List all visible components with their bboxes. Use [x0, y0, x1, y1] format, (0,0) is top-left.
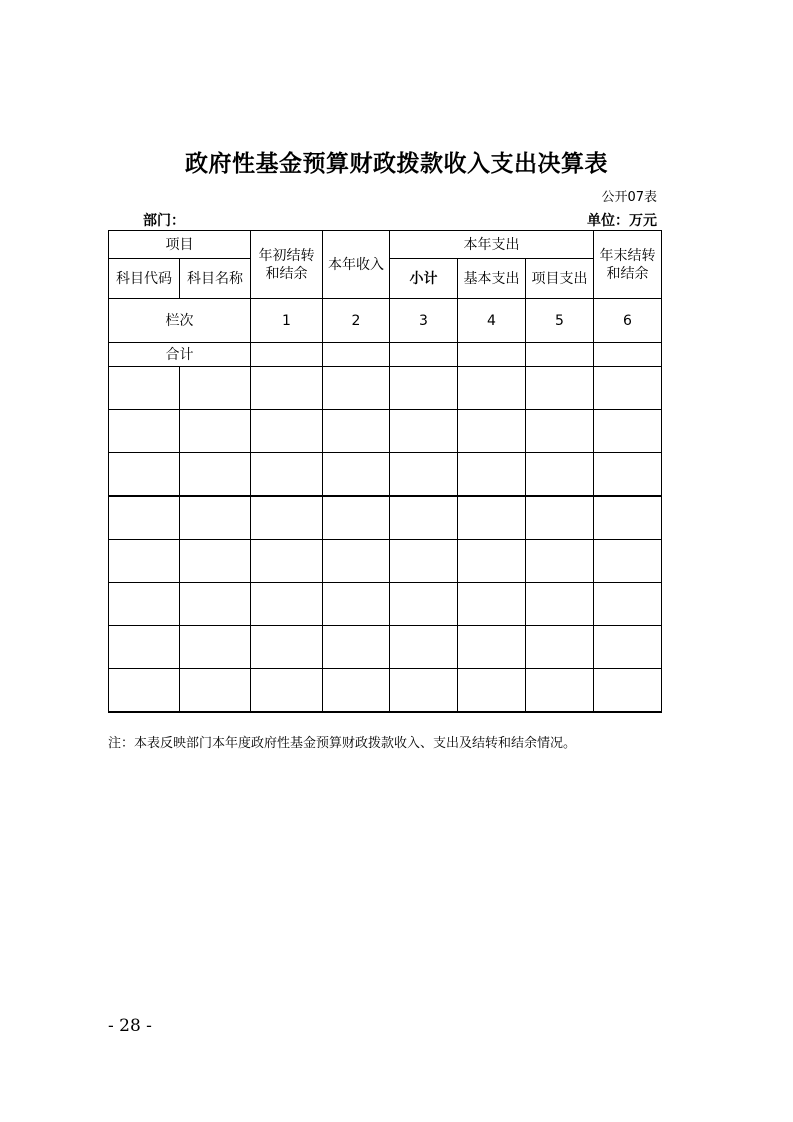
header-expenditure: 本年支出: [390, 231, 594, 259]
table-cell: [180, 367, 251, 410]
page-title: 政府性基金预算财政拨款收入支出决算表: [185, 151, 608, 177]
table-cell: [251, 540, 323, 583]
table-cell: [458, 453, 526, 497]
table-cell: [526, 540, 594, 583]
table-row: [109, 583, 662, 626]
table-row: [109, 453, 662, 497]
table-cell: [323, 626, 390, 669]
table-cell: [458, 367, 526, 410]
table-cell: [251, 410, 323, 453]
table-cell: [323, 453, 390, 497]
table-cell: [180, 583, 251, 626]
table-cell: [526, 343, 594, 367]
table-cell: [251, 367, 323, 410]
table-cell: [594, 583, 662, 626]
table-cell: [594, 367, 662, 410]
header-code: 科目代码: [109, 259, 180, 299]
column-index-cell: 2: [323, 299, 390, 343]
form-code: 公开07表: [601, 190, 657, 205]
table-row: [109, 367, 662, 410]
table-cell: [251, 626, 323, 669]
header-opening-balance: 年初结转和结余: [251, 231, 323, 299]
table-body: [109, 367, 662, 713]
table-cell: [251, 453, 323, 497]
table-cell: [390, 367, 458, 410]
table-cell: [526, 410, 594, 453]
table-cell: [390, 496, 458, 540]
table-cell: [594, 540, 662, 583]
table-cell: [458, 669, 526, 713]
table-cell: [323, 367, 390, 410]
table-cell: [180, 410, 251, 453]
table-cell: [458, 496, 526, 540]
unit-label: 单位：万元: [587, 213, 657, 229]
header-income: 本年收入: [323, 231, 390, 299]
table-cell: [526, 367, 594, 410]
table-cell: [109, 669, 180, 713]
table-cell: [180, 453, 251, 497]
table-row: [109, 540, 662, 583]
header-basic: 基本支出: [458, 259, 526, 299]
total-label: 合计: [109, 343, 251, 367]
column-index-cell: 6: [594, 299, 662, 343]
table-cell: [323, 669, 390, 713]
header-subtotal: 小计: [390, 259, 458, 299]
table-cell: [323, 583, 390, 626]
table-cell: [390, 453, 458, 497]
table-row: [109, 626, 662, 669]
table-row: [109, 496, 662, 540]
table-cell: [109, 583, 180, 626]
header-closing-balance: 年末结转和结余: [594, 231, 662, 299]
table-cell: [458, 343, 526, 367]
table-cell: [180, 496, 251, 540]
table-cell: [251, 583, 323, 626]
table-cell: [390, 410, 458, 453]
budget-table: [108, 230, 662, 713]
table-cell: [526, 626, 594, 669]
table-cell: [251, 669, 323, 713]
table-cell: [323, 540, 390, 583]
table-cell: [390, 343, 458, 367]
header-item: 项目: [109, 231, 251, 259]
table-cell: [390, 669, 458, 713]
column-index-row: [109, 299, 662, 343]
table-cell: [594, 410, 662, 453]
column-index-cell: 1: [251, 299, 323, 343]
table-cell: [251, 496, 323, 540]
table-cell: [323, 343, 390, 367]
table-cell: [526, 669, 594, 713]
table-cell: [323, 496, 390, 540]
table-cell: [458, 583, 526, 626]
table-cell: [180, 626, 251, 669]
column-index-label: 栏次: [109, 299, 251, 343]
table-cell: [109, 367, 180, 410]
table-cell: [594, 453, 662, 497]
table-cell: [390, 540, 458, 583]
header-name: 科目名称: [180, 259, 251, 299]
table-cell: [251, 343, 323, 367]
table-cell: [109, 410, 180, 453]
table-cell: [594, 343, 662, 367]
table-cell: [458, 540, 526, 583]
table-cell: [109, 453, 180, 497]
column-index-cell: 5: [526, 299, 594, 343]
table-cell: [526, 583, 594, 626]
table-cell: [180, 540, 251, 583]
department-label: 部门：: [143, 213, 185, 229]
table-cell: [594, 626, 662, 669]
table-cell: [526, 453, 594, 497]
table-cell: [594, 496, 662, 540]
table-cell: [458, 626, 526, 669]
table-cell: [180, 669, 251, 713]
page-number: - 28 -: [108, 1016, 152, 1036]
header-project: 项目支出: [526, 259, 594, 299]
table-cell: [390, 583, 458, 626]
column-index-cell: 3: [390, 299, 458, 343]
table-cell: [594, 669, 662, 713]
total-row: [109, 343, 662, 367]
table-cell: [109, 626, 180, 669]
table-cell: [109, 540, 180, 583]
table-cell: [390, 626, 458, 669]
table-cell: [109, 496, 180, 540]
header-row-1: [109, 231, 662, 259]
table-cell: [323, 410, 390, 453]
table-cell: [526, 496, 594, 540]
column-index-cell: 4: [458, 299, 526, 343]
table-cell: [458, 410, 526, 453]
table-row: [109, 410, 662, 453]
footnote: 注：本表反映部门本年度政府性基金预算财政拨款收入、支出及结转和结余情况。: [108, 736, 577, 751]
table-row: [109, 669, 662, 713]
